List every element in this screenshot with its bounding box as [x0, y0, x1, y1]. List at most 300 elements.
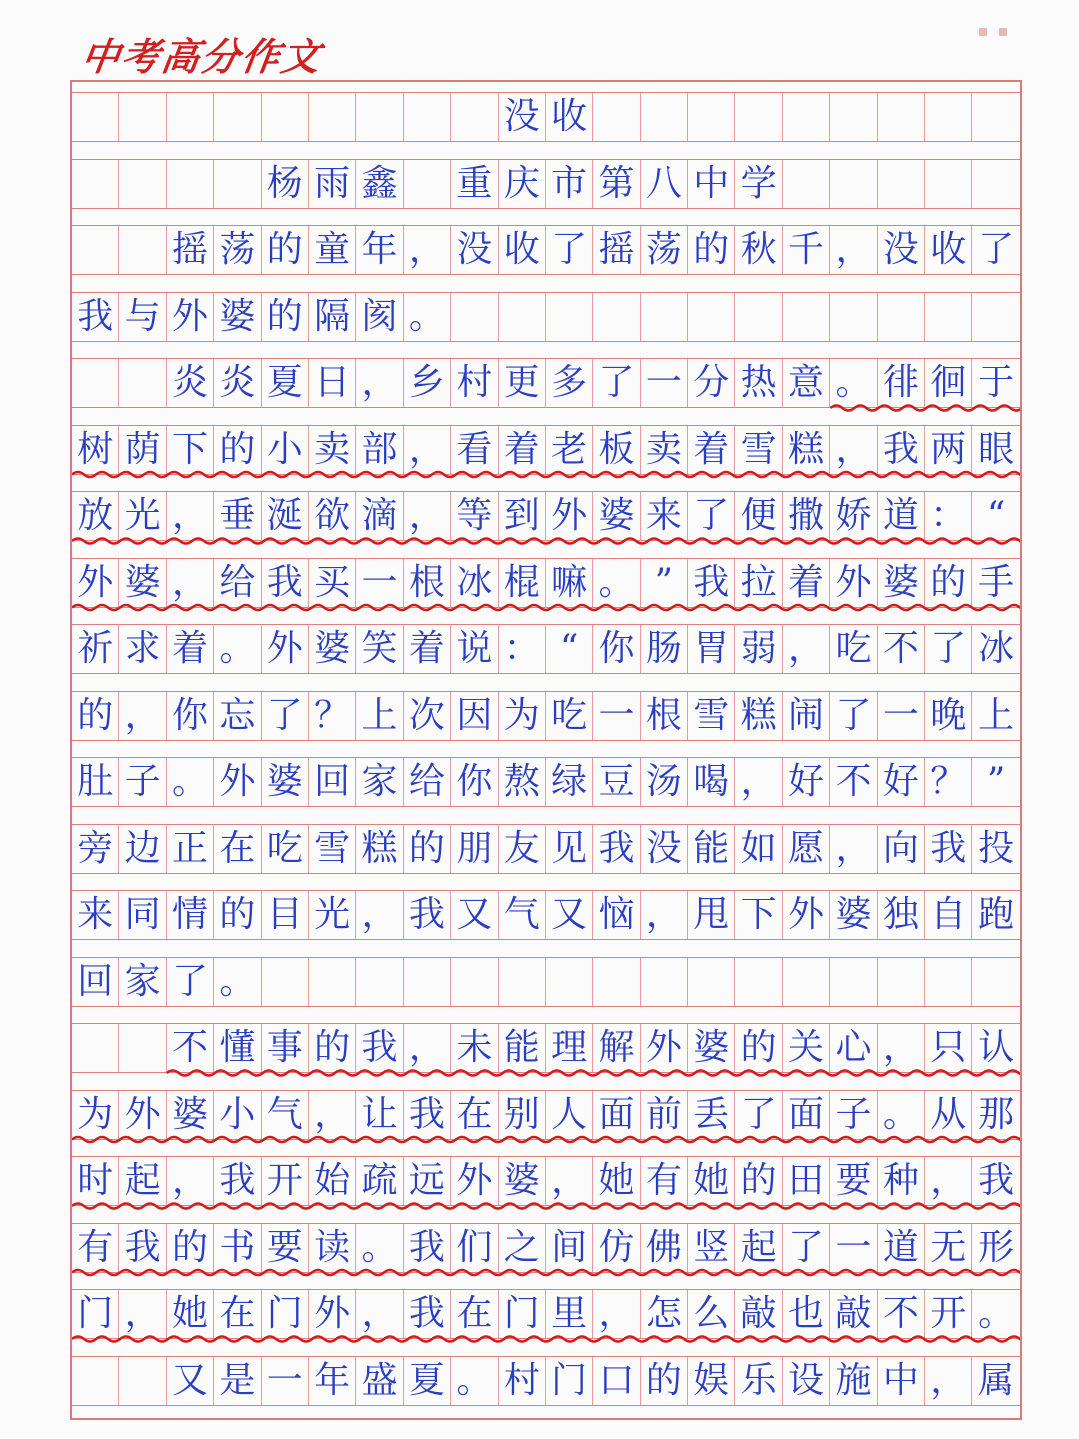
grid-cell: 只	[925, 1024, 972, 1072]
grid-cell: 开	[262, 1157, 309, 1205]
grid-cell: 上	[978, 694, 1015, 736]
grid-cell: 我	[925, 825, 972, 873]
grid-cell: 撒	[783, 492, 830, 540]
grid-cell	[404, 93, 451, 141]
grid-cell: 了	[593, 359, 640, 407]
grid-cell: 不	[878, 625, 925, 673]
grid-cell	[119, 359, 166, 407]
grid-cell	[451, 958, 498, 1006]
grid-cell	[119, 1357, 166, 1405]
grid-cell: 外	[167, 293, 214, 341]
grid-cell: 隔	[309, 293, 356, 341]
grid-cell: ：	[499, 625, 546, 673]
grid-cell: 旁	[72, 825, 119, 873]
grid-cell: 开	[925, 1290, 972, 1338]
grid-cell: 树	[72, 426, 119, 474]
grid-cell: 没	[878, 226, 925, 274]
grid-cell: 的	[309, 1024, 356, 1072]
grid-cell: 忘	[214, 692, 261, 740]
grid-cell: 求	[119, 625, 166, 673]
grid-cell: 盛	[356, 1357, 403, 1405]
grid-cell	[72, 226, 119, 274]
grid-cell: 道	[878, 1224, 925, 1272]
grid-cell: ，	[925, 1357, 972, 1405]
grid-cell: 田	[783, 1157, 830, 1205]
grid-cell: 我	[356, 1024, 403, 1072]
grid-cell: 涎	[262, 492, 309, 540]
grid-cell: 我	[404, 891, 451, 939]
grid-cell: 了	[688, 492, 735, 540]
grid-cell: 家	[356, 758, 403, 806]
grid-cell: 一	[593, 692, 640, 740]
grid-cell: 看	[451, 426, 498, 474]
grid-cell: 肠	[641, 625, 688, 673]
grid-cell: 没	[641, 825, 688, 873]
grid-cell: 甩	[688, 891, 735, 939]
grid-cell: ，	[404, 226, 451, 274]
grid-cell: 目	[262, 891, 309, 939]
grid-cell: 在	[451, 1290, 498, 1338]
grid-cell: 棍	[499, 559, 546, 607]
grid-cell: 着	[783, 559, 830, 607]
grid-cell	[72, 1357, 119, 1405]
grid-cell: 收	[925, 226, 972, 274]
grid-cell: 门	[262, 1290, 309, 1338]
grid-cell: 的	[214, 891, 261, 939]
grid-cell: 你	[167, 692, 214, 740]
grid-cell: 你	[451, 758, 498, 806]
grid-cell: 怎	[641, 1290, 688, 1338]
grid-cell: ”	[641, 559, 688, 607]
grid-cell: “	[986, 495, 1006, 536]
grid-cell: 认	[978, 1027, 1015, 1068]
grid-cell	[783, 958, 830, 1006]
grid-cell: 么	[688, 1290, 735, 1338]
grid-cell: 人	[546, 1091, 593, 1139]
grid-cell: 便	[735, 492, 782, 540]
grid-cell: 分	[688, 359, 735, 407]
grid-cell: 丢	[688, 1091, 735, 1139]
grid-cell: ，	[356, 359, 403, 407]
grid-cell: 疏	[356, 1157, 403, 1205]
grid-cell: ，	[830, 426, 877, 474]
grid-cell: 婆	[214, 293, 261, 341]
grid-cell: 不	[878, 1290, 925, 1338]
grid-cell: 了	[830, 692, 877, 740]
grid-cell: ，	[356, 1290, 403, 1338]
grid-cell: 为	[72, 1091, 119, 1139]
grid-cell: 冰	[978, 628, 1015, 669]
grid-cell: 吃	[262, 825, 309, 873]
grid-row	[72, 491, 1020, 541]
grid-cell	[356, 958, 403, 1006]
grid-cell	[972, 958, 1019, 1006]
grid-cell: ，	[309, 1091, 356, 1139]
grid-cell: 嘛	[546, 559, 593, 607]
grid-cell: 光	[309, 891, 356, 939]
grid-cell: 在	[214, 825, 261, 873]
grid-cell: 一	[262, 1357, 309, 1405]
grid-cell: ，	[404, 492, 451, 540]
grid-cell: 边	[119, 825, 166, 873]
grid-cell	[356, 93, 403, 141]
grid-cell: 夏	[404, 1357, 451, 1405]
grid-cell: 荡	[214, 226, 261, 274]
grid-cell	[878, 293, 925, 341]
grid-cell	[878, 958, 925, 1006]
grid-cell: ？	[309, 692, 356, 740]
grid-cell: ，	[404, 1024, 451, 1072]
grid-cell: 夏	[262, 359, 309, 407]
grid-cell: 了	[735, 1091, 782, 1139]
grid-cell: 道	[878, 492, 925, 540]
grid-cell: ：	[925, 492, 972, 540]
grid-cell: 着	[167, 625, 214, 673]
grid-cell: 徘	[878, 359, 925, 407]
grid-cell: 的	[404, 825, 451, 873]
grid-cell: 熬	[499, 758, 546, 806]
grid-cell: 的	[262, 293, 309, 341]
grid-cell: 是	[214, 1357, 261, 1405]
grid-cell	[925, 958, 972, 1006]
grid-cell: 她	[167, 1290, 214, 1338]
grid-cell: 恼	[593, 891, 640, 939]
grid-cell: 一	[356, 559, 403, 607]
grid-cell: 婆	[593, 492, 640, 540]
grid-cell: 着	[404, 625, 451, 673]
grid-cell: 重	[451, 160, 498, 208]
grid-cell: 年	[309, 1357, 356, 1405]
grid-cell: 说	[451, 625, 498, 673]
grid-cell	[309, 958, 356, 1006]
grid-cell: 拉	[735, 559, 782, 607]
grid-cell: 一	[641, 359, 688, 407]
grid-cell: 的	[641, 1357, 688, 1405]
grid-row	[72, 292, 1020, 342]
grid-cell: 我	[688, 559, 735, 607]
grid-cell: 起	[735, 1224, 782, 1272]
grid-cell: ，	[735, 758, 782, 806]
grid-cell: 关	[783, 1024, 830, 1072]
grid-cell: 情	[167, 891, 214, 939]
grid-cell: ，	[925, 1157, 972, 1205]
grid-cell: 娱	[688, 1357, 735, 1405]
grid-cell	[309, 93, 356, 141]
grid-cell: ，	[167, 492, 214, 540]
grid-cell: ，	[878, 1024, 925, 1072]
grid-cell: 手	[978, 561, 1015, 603]
grid-cell: 千	[783, 226, 830, 274]
grid-cell: 朋	[451, 825, 498, 873]
grid-cell: 摇	[167, 226, 214, 274]
grid-row	[72, 92, 1020, 142]
grid-row	[72, 890, 1020, 940]
grid-cell: 种	[878, 1157, 925, 1205]
grid-cell	[546, 293, 593, 341]
grid-cell: 。	[356, 1224, 403, 1272]
grid-cell: 。	[878, 1091, 925, 1139]
grid-cell: 乐	[735, 1357, 782, 1405]
grid-cell: 。	[830, 359, 877, 407]
grid-cell: 解	[593, 1024, 640, 1072]
grid-cell: 根	[404, 559, 451, 607]
grid-cell: 设	[783, 1357, 830, 1405]
grid-cell: 我	[404, 1224, 451, 1272]
grid-cell: 敲	[735, 1290, 782, 1338]
grid-cell: 好	[783, 758, 830, 806]
grid-cell: 热	[735, 359, 782, 407]
grid-cell: 放	[72, 492, 119, 540]
grid-cell: 读	[309, 1224, 356, 1272]
underline-annotations	[72, 82, 1020, 1418]
grid-cell: 没	[499, 93, 546, 141]
grid-cell	[783, 160, 830, 208]
header-title: 中考高分作文	[78, 34, 325, 79]
grid-cell: 于	[978, 362, 1015, 403]
grid-cell: 庆	[499, 160, 546, 208]
grid-cell	[593, 958, 640, 1006]
grid-cell: 了	[783, 1224, 830, 1272]
grid-cell: 又	[167, 1357, 214, 1405]
grid-cell: 家	[119, 958, 166, 1006]
grid-cell: 气	[262, 1091, 309, 1139]
grid-cell: 她	[593, 1157, 640, 1205]
grid-cell: 外	[451, 1157, 498, 1205]
grid-cell: 婆	[119, 559, 166, 607]
grid-cell: 你	[593, 625, 640, 673]
grid-cell	[783, 293, 830, 341]
grid-cell: 。	[404, 293, 451, 341]
grid-cell: 我	[72, 293, 119, 341]
grid-cell: 在	[451, 1091, 498, 1139]
grid-cell: 前	[641, 1091, 688, 1139]
grid-cell	[925, 293, 972, 341]
grid-row	[72, 1223, 1020, 1273]
grid-cell: 一	[830, 1224, 877, 1272]
grid-row	[72, 558, 1020, 608]
grid-cell: 外	[783, 891, 830, 939]
grid-cell	[972, 93, 1019, 141]
grid-cell	[593, 293, 640, 341]
grid-cell	[735, 958, 782, 1006]
grid-cell: 的	[688, 226, 735, 274]
grid-cell: 汤	[641, 758, 688, 806]
grid-cell: 糕	[783, 426, 830, 474]
grid-cell: 童	[309, 226, 356, 274]
grid-cell: 让	[356, 1091, 403, 1139]
grid-cell: 投	[978, 827, 1015, 869]
grid-cell: 我	[214, 1157, 261, 1205]
grid-cell: ，	[167, 559, 214, 607]
grid-cell: 面	[783, 1091, 830, 1139]
grid-cell: 外	[214, 758, 261, 806]
grid-cell: 等	[451, 492, 498, 540]
grid-cell	[972, 160, 1019, 208]
grid-cell: 的	[262, 226, 309, 274]
grid-cell: 眼	[978, 428, 1015, 470]
grid-cell: 胃	[688, 625, 735, 673]
grid-cell: 要	[262, 1224, 309, 1272]
grid-cell: 乡	[404, 359, 451, 407]
grid-row	[72, 159, 1020, 209]
grid-cell: 喝	[688, 758, 735, 806]
grid-cell	[214, 160, 261, 208]
grid-cell: 外	[641, 1024, 688, 1072]
grid-cell: 了	[978, 229, 1015, 270]
grid-cell: 敲	[830, 1290, 877, 1338]
grid-cell: 的	[167, 1224, 214, 1272]
grid-cell: 卖	[641, 426, 688, 474]
grid-cell	[546, 958, 593, 1006]
grid-cell: 。	[978, 1293, 1015, 1334]
grid-cell: 阂	[356, 293, 403, 341]
grid-cell: 同	[119, 891, 166, 939]
grid-cell: 外	[262, 625, 309, 673]
grid-cell: 婆	[262, 758, 309, 806]
grid-cell: 回	[72, 958, 119, 1006]
grid-cell: 回	[309, 758, 356, 806]
grid-row	[72, 691, 1020, 741]
grid-cell: ，	[641, 891, 688, 939]
grid-cell: 摇	[593, 226, 640, 274]
grid-cell: 口	[593, 1357, 640, 1405]
grid-cell	[688, 958, 735, 1006]
grid-cell: 别	[499, 1091, 546, 1139]
grid-cell: 多	[546, 359, 593, 407]
grid-cell: 门	[499, 1290, 546, 1338]
grid-cell: 糕	[356, 825, 403, 873]
grid-cell: 雪	[309, 825, 356, 873]
grid-cell: 部	[356, 426, 403, 474]
grid-cell: 吃	[546, 692, 593, 740]
grid-cell: 外	[309, 1290, 356, 1338]
grid-cell: 更	[499, 359, 546, 407]
grid-cell: ，	[167, 1157, 214, 1205]
grid-cell	[878, 93, 925, 141]
grid-cell: 板	[593, 426, 640, 474]
grid-cell	[119, 1024, 166, 1072]
corner-mark	[979, 28, 987, 36]
grid-cell: 的	[214, 426, 261, 474]
grid-cell	[688, 293, 735, 341]
grid-cell: 我	[404, 1290, 451, 1338]
grid-cell: 门	[72, 1290, 119, 1338]
grid-cell	[451, 93, 498, 141]
grid-cell: 始	[309, 1157, 356, 1205]
grid-cell: 次	[404, 692, 451, 740]
grid-cell: 徊	[925, 359, 972, 407]
grid-cell: 婆	[167, 1091, 214, 1139]
grid-cell: 她	[688, 1157, 735, 1205]
grid-cell: ，	[593, 1290, 640, 1338]
grid-cell: 们	[451, 1224, 498, 1272]
grid-cell	[735, 293, 782, 341]
corner-mark	[999, 28, 1007, 36]
grid-cell: 外	[546, 492, 593, 540]
grid-cell: 雪	[735, 426, 782, 474]
grid-cell: 炎	[167, 359, 214, 407]
grid-cell	[830, 958, 877, 1006]
grid-cell	[641, 958, 688, 1006]
grid-cell	[119, 226, 166, 274]
grid-cell: 要	[830, 1157, 877, 1205]
grid-cell: 日	[309, 359, 356, 407]
grid-cell	[451, 293, 498, 341]
grid-cell: 之	[499, 1224, 546, 1272]
grid-cell: ，	[404, 426, 451, 474]
grid-cell: 雨	[309, 160, 356, 208]
grid-cell: 。	[214, 625, 261, 673]
grid-row	[72, 957, 1020, 1007]
grid-cell	[925, 93, 972, 141]
grid-cell: 心	[830, 1024, 877, 1072]
grid-row	[72, 1289, 1020, 1339]
grid-cell: 小	[262, 426, 309, 474]
grid-cell: 我	[119, 1224, 166, 1272]
grid-cell: 佛	[641, 1224, 688, 1272]
grid-cell: 笑	[356, 625, 403, 673]
grid-cell: 。	[451, 1357, 498, 1405]
grid-cell: 我	[262, 559, 309, 607]
grid-cell	[830, 293, 877, 341]
grid-cell: 婆	[309, 625, 356, 673]
grid-cell: 施	[830, 1357, 877, 1405]
grid-row	[72, 1023, 1020, 1073]
grid-cell: 给	[404, 758, 451, 806]
grid-cell: 祈	[72, 625, 119, 673]
grid-cell: 懂	[214, 1024, 261, 1072]
grid-cell	[593, 93, 640, 141]
grid-row	[72, 1356, 1020, 1406]
grid-cell: 里	[546, 1290, 593, 1338]
grid-cell: 糕	[735, 692, 782, 740]
grid-cell: 的	[72, 692, 119, 740]
grid-cell: 光	[119, 492, 166, 540]
grid-cell: 收	[499, 226, 546, 274]
grid-cell: 闹	[783, 692, 830, 740]
grid-cell: ”	[986, 761, 1006, 802]
grid-cell: 了	[546, 226, 593, 274]
grid-cell	[72, 160, 119, 208]
grid-cell: 弱	[735, 625, 782, 673]
grid-cell: ，	[356, 891, 403, 939]
grid-cell: 年	[356, 226, 403, 274]
grid-cell: 向	[878, 825, 925, 873]
grid-row	[72, 624, 1020, 674]
grid-cell: 与	[119, 293, 166, 341]
grid-cell: 。	[593, 559, 640, 607]
grid-cell: 气	[499, 891, 546, 939]
grid-cell: 事	[262, 1024, 309, 1072]
grid-cell: 友	[499, 825, 546, 873]
grid-cell: ，	[830, 825, 877, 873]
grid-cell	[641, 93, 688, 141]
grid-cell	[499, 958, 546, 1006]
grid-cell: 到	[499, 492, 546, 540]
grid-cell: 婆	[878, 559, 925, 607]
grid-cell: 正	[167, 825, 214, 873]
grid-cell: 冰	[451, 559, 498, 607]
grid-cell	[404, 958, 451, 1006]
grid-cell: 村	[499, 1357, 546, 1405]
grid-cell: 自	[925, 891, 972, 939]
grid-cell: 。	[214, 958, 261, 1006]
grid-cell: 吃	[830, 625, 877, 673]
grid-cell: 荡	[641, 226, 688, 274]
grid-cell: 婆	[499, 1157, 546, 1205]
grid-cell: 卖	[309, 426, 356, 474]
grid-cell	[925, 160, 972, 208]
